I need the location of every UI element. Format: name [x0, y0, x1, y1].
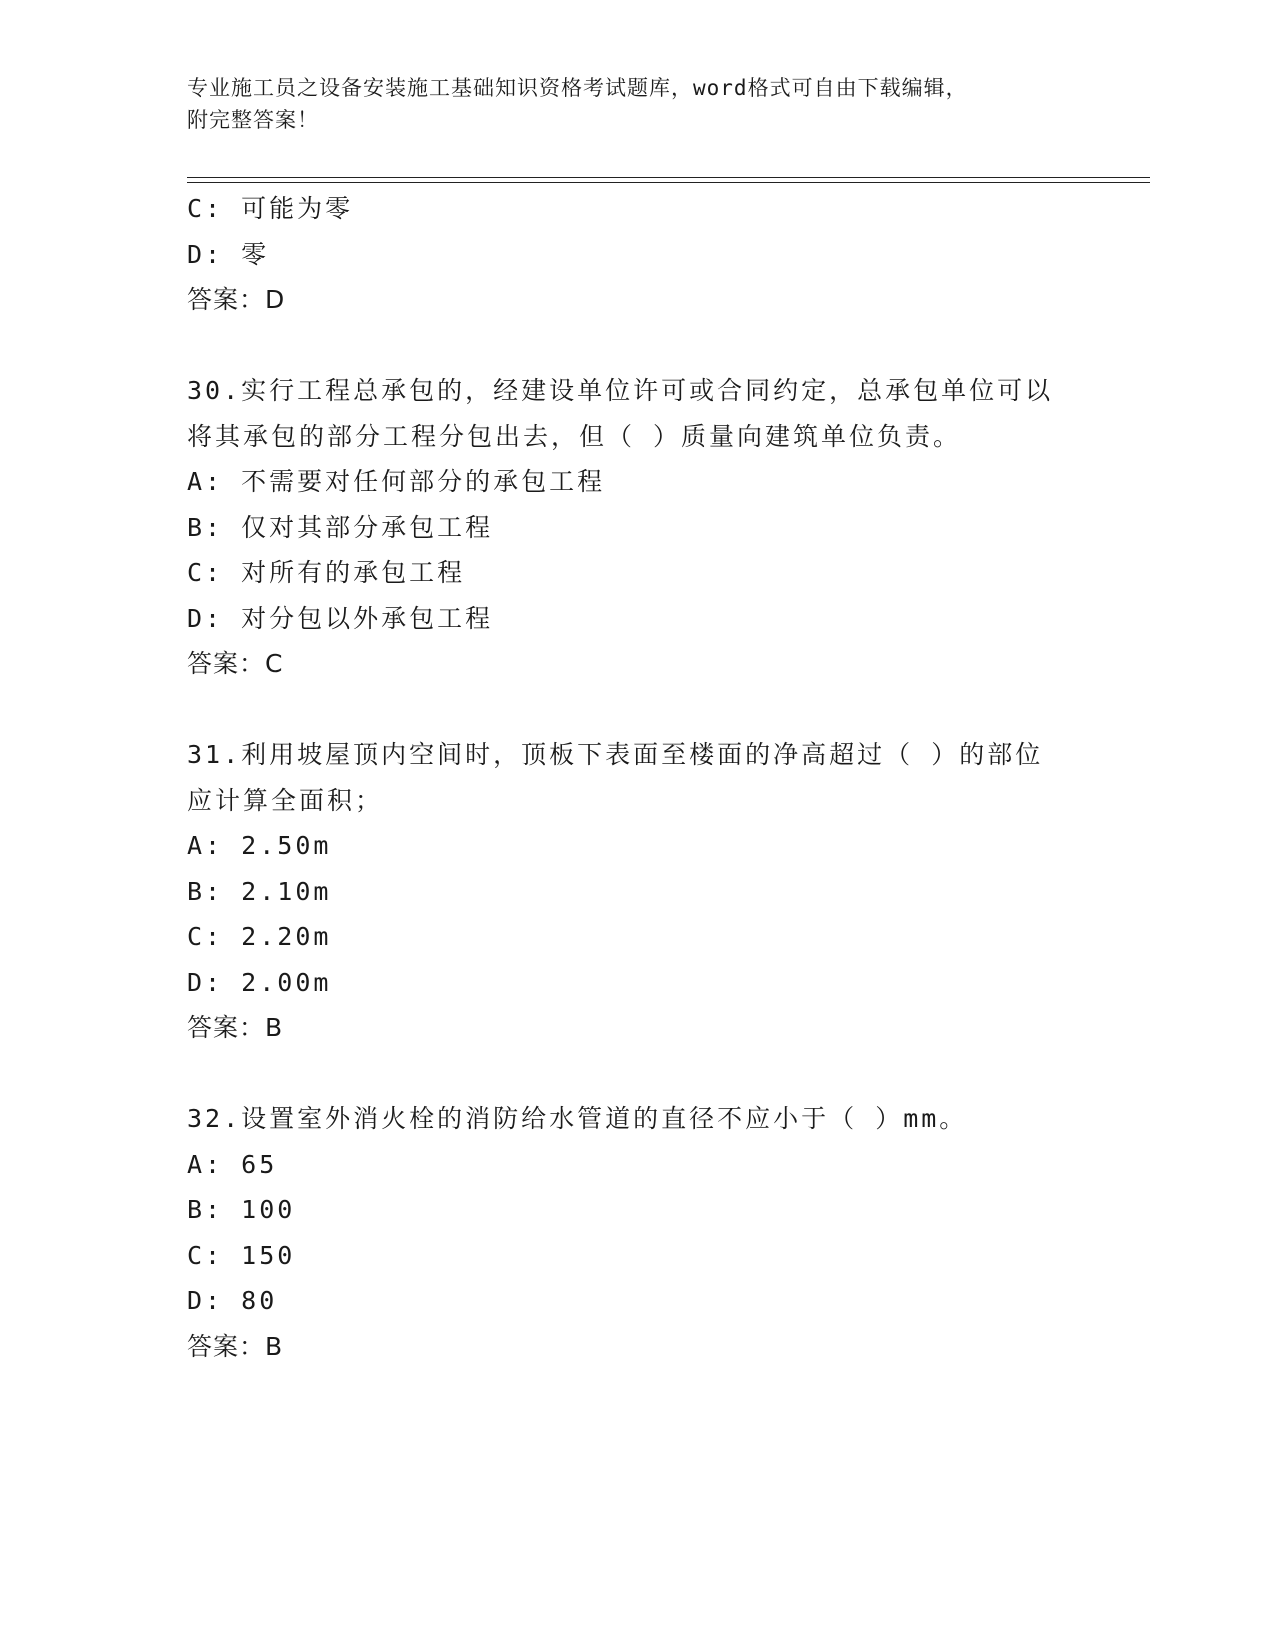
- option-a: [187, 823, 1087, 869]
- option-text: 2.20m: [241, 922, 332, 951]
- option-text: 2.10m: [241, 876, 332, 906]
- option-a: [187, 1142, 1087, 1188]
- option-b: [187, 1187, 1087, 1233]
- header-divider-bottom: [187, 182, 1150, 183]
- option-text: 65: [241, 1149, 278, 1179]
- option-c: [187, 186, 1087, 232]
- option-label: C:: [187, 558, 224, 587]
- question-text-line: 30.实行工程总承包的，经建设单位许可或合同约定，总承包单位可以: [187, 376, 1054, 405]
- question-30: [187, 368, 1087, 687]
- header-divider-top: [187, 177, 1150, 178]
- question-text-line: 应计算全面积；: [187, 785, 384, 815]
- question-list: [187, 186, 1087, 1369]
- option-label: B:: [187, 1195, 224, 1224]
- answer-line: 答案：D: [187, 285, 286, 314]
- question-text-line: 32.设置室外消火栓的消防给水管道的直径不应小于（ ）mm。: [187, 1104, 968, 1133]
- option-b: [187, 869, 1087, 915]
- option-text: 2.50m: [241, 831, 332, 860]
- option-a: [187, 459, 1087, 505]
- document-header: [187, 72, 1087, 136]
- question-text-line: 将其承包的部分工程分包出去，但（ ）质量向建筑单位负责。: [187, 421, 962, 451]
- option-d: [187, 596, 1087, 642]
- option-c: [187, 1233, 1087, 1279]
- option-text: 150: [241, 1240, 296, 1270]
- option-c: [187, 550, 1087, 596]
- option-label: A:: [187, 1149, 224, 1179]
- option-label: C:: [187, 922, 224, 951]
- option-text: 100: [241, 1195, 296, 1224]
- option-text: 2.00m: [241, 967, 332, 997]
- option-text: 80: [241, 1286, 278, 1315]
- option-text: 不需要对任何部分的承包工程: [241, 467, 606, 496]
- question-29-continuation: [187, 186, 1087, 323]
- option-label: D:: [187, 967, 224, 997]
- question-32: [187, 1096, 1087, 1369]
- question-text: [187, 1096, 1057, 1142]
- option-label: A:: [187, 831, 224, 860]
- option-label: D:: [187, 1286, 224, 1315]
- answer-line: 答案：B: [187, 1013, 284, 1042]
- option-d: [187, 960, 1087, 1006]
- option-text: 对所有的承包工程: [241, 558, 466, 587]
- option-label: C:: [187, 194, 224, 223]
- spacer: [187, 323, 1087, 369]
- question-text: [187, 732, 1057, 823]
- header-line-1: 专业施工员之设备安装施工基础知识资格考试题库，word格式可自由下载编辑，: [187, 76, 968, 100]
- option-d: [187, 232, 1087, 278]
- option-text: 零: [241, 239, 270, 269]
- option-label: B:: [187, 512, 224, 542]
- option-b: [187, 505, 1087, 551]
- question-text-line: 31.利用坡屋顶内空间时，顶板下表面至楼面的净高超过（ ）的部位: [187, 740, 1044, 769]
- answer-line: 答案：C: [187, 649, 284, 678]
- option-label: D:: [187, 239, 224, 269]
- spacer: [187, 1051, 1087, 1097]
- option-label: A:: [187, 467, 224, 496]
- question-31: [187, 732, 1087, 1051]
- question-text: [187, 368, 1057, 459]
- option-label: D:: [187, 603, 224, 633]
- option-text: 仅对其部分承包工程: [241, 512, 494, 542]
- spacer: [187, 687, 1087, 733]
- option-text: 可能为零: [241, 194, 354, 223]
- option-label: C:: [187, 1240, 224, 1270]
- option-text: 对分包以外承包工程: [241, 603, 494, 633]
- option-label: B:: [187, 876, 224, 906]
- answer-line: 答案：B: [187, 1331, 284, 1361]
- option-d: [187, 1278, 1087, 1324]
- option-c: [187, 914, 1087, 960]
- header-line-2: 附完整答案！: [187, 108, 319, 132]
